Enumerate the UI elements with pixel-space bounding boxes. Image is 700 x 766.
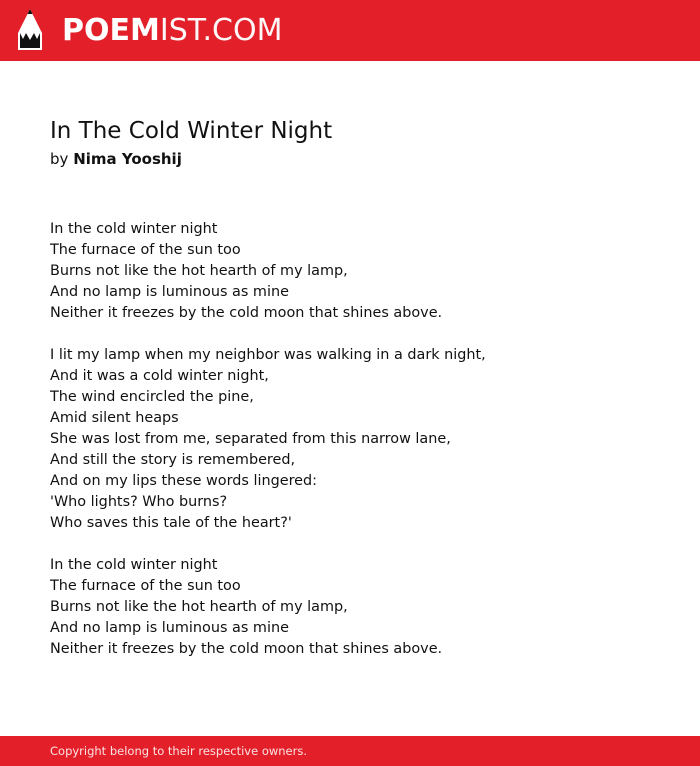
poem-line: The furnace of the sun too bbox=[50, 578, 241, 594]
poem-line: Neither it freezes by the cold moon that shines above. bbox=[50, 305, 443, 321]
by-label: by bbox=[50, 150, 69, 168]
poem-line: And on my lips these words lingered: bbox=[50, 473, 318, 489]
poem-line: And it was a cold winter night, bbox=[50, 368, 269, 384]
poem-line: And still the story is remembered, bbox=[50, 452, 296, 468]
logo-text-light: IST.COM bbox=[159, 13, 283, 48]
poem-line: Burns not like the hot hearth of my lamp, bbox=[50, 599, 348, 615]
poem-body bbox=[50, 219, 670, 681]
stanza bbox=[50, 555, 670, 660]
copyright-text: Copyright belong to their respective owners. bbox=[50, 744, 308, 758]
site-logo[interactable] bbox=[62, 13, 282, 49]
poem-line: She was lost from me, separated from this narrow lane, bbox=[50, 431, 451, 447]
stanza bbox=[50, 345, 670, 534]
site-footer bbox=[0, 736, 700, 766]
site-header bbox=[0, 0, 700, 61]
byline bbox=[50, 148, 182, 170]
author-name: Nima Yooshij bbox=[73, 150, 182, 168]
poem-title: In The Cold Winter Night bbox=[50, 118, 333, 144]
logo-text-bold: POEM bbox=[62, 13, 160, 48]
poem-line: Neither it freezes by the cold moon that shines above. bbox=[50, 641, 443, 657]
poem-line: The wind encircled the pine, bbox=[50, 389, 254, 405]
poem-line: Burns not like the hot hearth of my lamp, bbox=[50, 263, 348, 279]
poem-line: And no lamp is luminous as mine bbox=[50, 284, 289, 300]
poem-line: I lit my lamp when my neighbor was walking in a dark night, bbox=[50, 347, 486, 363]
poem-line: And no lamp is luminous as mine bbox=[50, 620, 289, 636]
poem-line: Amid silent heaps bbox=[50, 410, 179, 426]
poem-line: In the cold winter night bbox=[50, 221, 218, 237]
poem-line: The furnace of the sun too bbox=[50, 242, 241, 258]
stanza bbox=[50, 219, 670, 324]
poem-line: Who saves this tale of the heart?' bbox=[50, 515, 292, 531]
pencil-logo-icon[interactable] bbox=[17, 9, 43, 52]
poem-line: In the cold winter night bbox=[50, 557, 218, 573]
poem-line: 'Who lights? Who burns? bbox=[50, 494, 228, 510]
